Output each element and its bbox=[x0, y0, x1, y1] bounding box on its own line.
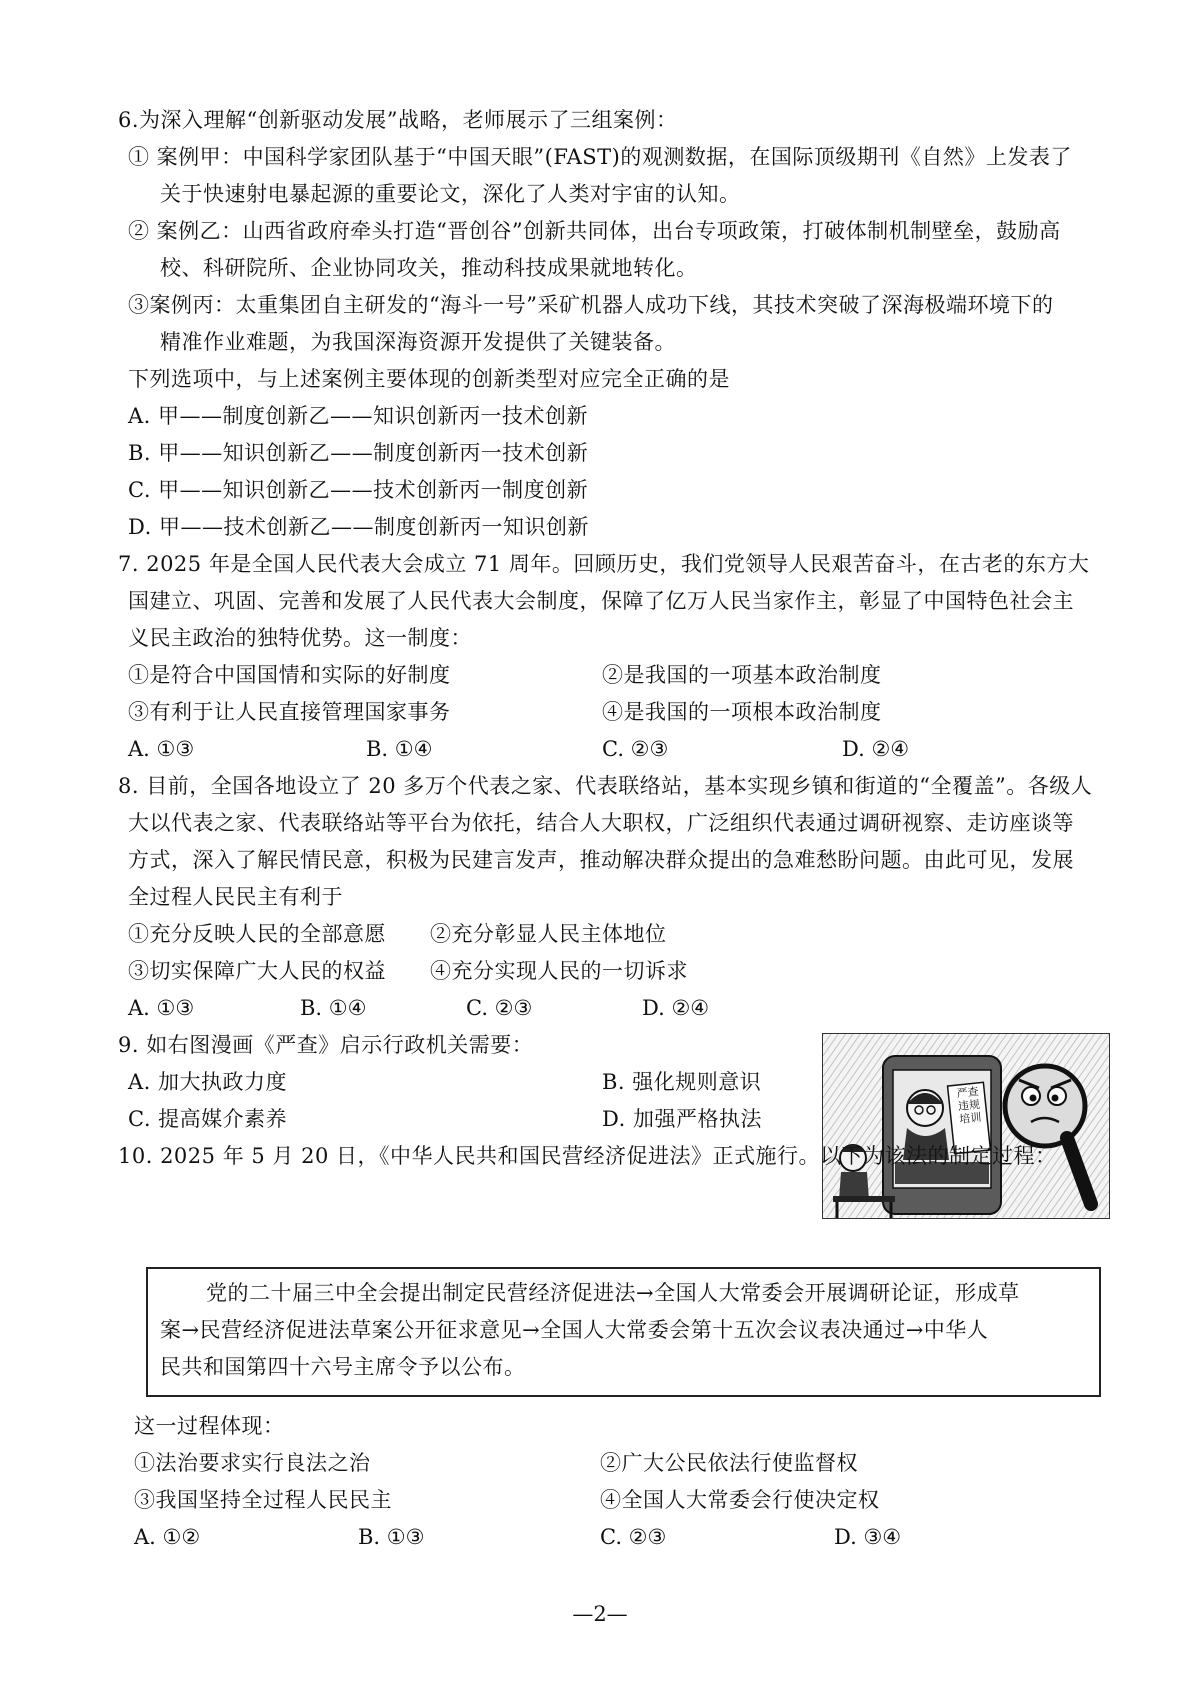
q7-option-b: B. ①④ bbox=[366, 737, 433, 761]
q10-item-2: ②广大公民依法行使监督权 bbox=[600, 1451, 858, 1475]
q6-stem: 6.为深入理解“创新驱动发展”战略，老师展示了三组案例： bbox=[118, 108, 678, 132]
q8-stem-line4: 全过程人民民主有利于 bbox=[128, 885, 343, 909]
q7-item-4: ④是我国的一项根本政治制度 bbox=[602, 700, 882, 724]
q8-option-a: A. ①③ bbox=[128, 996, 195, 1020]
comic-strict-inspection bbox=[822, 1033, 1110, 1219]
comic-drawing bbox=[823, 1034, 1110, 1219]
q10-stem: 10. 2025 年 5 月 20 日，《中华人民共和国民营经济促进法》正式施行。以下为该法的制定过程： bbox=[118, 1144, 1057, 1168]
q8-stem-line1: 8. 目前，全国各地设立了 20 多万个代表之家、代表联络站，基本实现乡镇和街道的“全覆盖”。各级人 bbox=[118, 774, 1093, 798]
q10-box-line1: 党的二十届三中全会提出制定民营经济促进法→全国人大常委会开展调研论证，形成草 bbox=[206, 1281, 1020, 1305]
q7-stem-line2: 国建立、巩固、完善和发展了人民代表大会制度，保障了亿万人民当家作主，彰显了中国特色社会主 bbox=[128, 589, 1074, 613]
q9-option-a: A. 加大执政力度 bbox=[128, 1070, 288, 1094]
q6-case1-line2: 关于快速射电暴起源的重要论文，深化了人类对宇宙的认知。 bbox=[160, 182, 741, 206]
q10-question: 这一过程体现： bbox=[134, 1414, 285, 1438]
q10-box-line2: 案→民营经济促进法草案公开征求意见→全国人大常委会第十五次会议表决通过→中华人 bbox=[160, 1318, 989, 1342]
q8-stem-line2: 大以代表之家、代表联络站等平台为依托，结合人大职权，广泛组织代表通过调研视察、走访座谈等 bbox=[128, 811, 1074, 835]
q6-case2-line1: ② 案例乙：山西省政府牵头打造“晋创谷”创新共同体，出台专项政策，打破体制机制壁垒，鼓励高 bbox=[128, 219, 1061, 243]
q7-item-2: ②是我国的一项基本政治制度 bbox=[602, 663, 882, 687]
q8-item-4: ④充分实现人民的一切诉求 bbox=[430, 959, 688, 983]
q6-case3-line1: ③案例丙：太重集团自主研发的“海斗一号”采矿机器人成功下线，其技术突破了深海极端环境下的 bbox=[128, 293, 1054, 317]
q8-stem-line3: 方式，深入了解民情民意，积极为民建言发声，推动解决群众提出的急难愁盼问题。由此可见，发展 bbox=[128, 848, 1074, 872]
q6-option-d: D. 甲——技术创新乙——制度创新丙一知识创新 bbox=[128, 515, 589, 539]
q10-item-4: ④全国人大常委会行使决定权 bbox=[600, 1488, 880, 1512]
q7-option-c: C. ②③ bbox=[602, 737, 669, 761]
q8-option-b: B. ①④ bbox=[300, 996, 367, 1020]
q9-option-c: C. 提高媒介素养 bbox=[128, 1107, 288, 1131]
q6-question: 下列选项中，与上述案例主要体现的创新类型对应完全正确的是 bbox=[128, 367, 730, 391]
q6-case1-line1: ① 案例甲：中国科学家团队基于“中国天眼”(FAST)的观测数据，在国际顶级期刊《自然》上发表了 bbox=[128, 145, 1072, 169]
q9-option-d: D. 加强严格执法 bbox=[602, 1107, 762, 1131]
q8-option-c: C. ②③ bbox=[466, 996, 533, 1020]
q10-option-c: C. ②③ bbox=[600, 1525, 667, 1549]
q10-item-3: ③我国坚持全过程人民民主 bbox=[134, 1488, 392, 1512]
q7-item-3: ③有利于让人民直接管理国家事务 bbox=[128, 700, 451, 724]
q10-option-b: B. ①③ bbox=[358, 1525, 425, 1549]
q9-option-b: B. 强化规则意识 bbox=[602, 1070, 762, 1094]
q7-stem-line3: 义民主政治的独特优势。这一制度： bbox=[128, 626, 472, 650]
q8-item-1: ①充分反映人民的全部意愿 bbox=[128, 922, 386, 946]
q6-option-b: B. 甲——知识创新乙——制度创新丙一技术创新 bbox=[128, 441, 589, 465]
q10-item-1: ①法治要求实行良法之治 bbox=[134, 1451, 371, 1475]
page-number: —2— bbox=[572, 1602, 628, 1626]
q10-option-d: D. ③④ bbox=[834, 1525, 902, 1549]
q7-stem-line1: 7. 2025 年是全国人民代表大会成立 71 周年。回顾历史，我们党领导人民艰苦奋斗，在古老的东方大 bbox=[118, 552, 1090, 576]
q6-case2-line2: 校、科研院所、企业协同攻关，推动科技成果就地转化。 bbox=[160, 256, 698, 280]
q6-case3-line2: 精准作业难题，为我国深海资源开发提供了关键装备。 bbox=[160, 330, 676, 354]
q6-option-a: A. 甲——制度创新乙——知识创新丙一技术创新 bbox=[128, 404, 589, 428]
q7-item-1: ①是符合中国国情和实际的好制度 bbox=[128, 663, 451, 687]
q9-stem: 9. 如右图漫画《严查》启示行政机关需要： bbox=[118, 1033, 534, 1057]
q8-option-d: D. ②④ bbox=[642, 996, 710, 1020]
q10-option-a: A. ①② bbox=[134, 1525, 201, 1549]
q7-option-d: D. ②④ bbox=[842, 737, 910, 761]
comic-sign-text: 严查违规培训 bbox=[956, 1084, 982, 1127]
q8-item-3: ③切实保障广大人民的权益 bbox=[128, 959, 386, 983]
q8-item-2: ②充分彰显人民主体地位 bbox=[430, 922, 667, 946]
q10-box-line3: 民共和国第四十六号主席令予以公布。 bbox=[160, 1355, 526, 1379]
q7-option-a: A. ①③ bbox=[128, 737, 195, 761]
q6-option-c: C. 甲——知识创新乙——技术创新丙一制度创新 bbox=[128, 478, 589, 502]
